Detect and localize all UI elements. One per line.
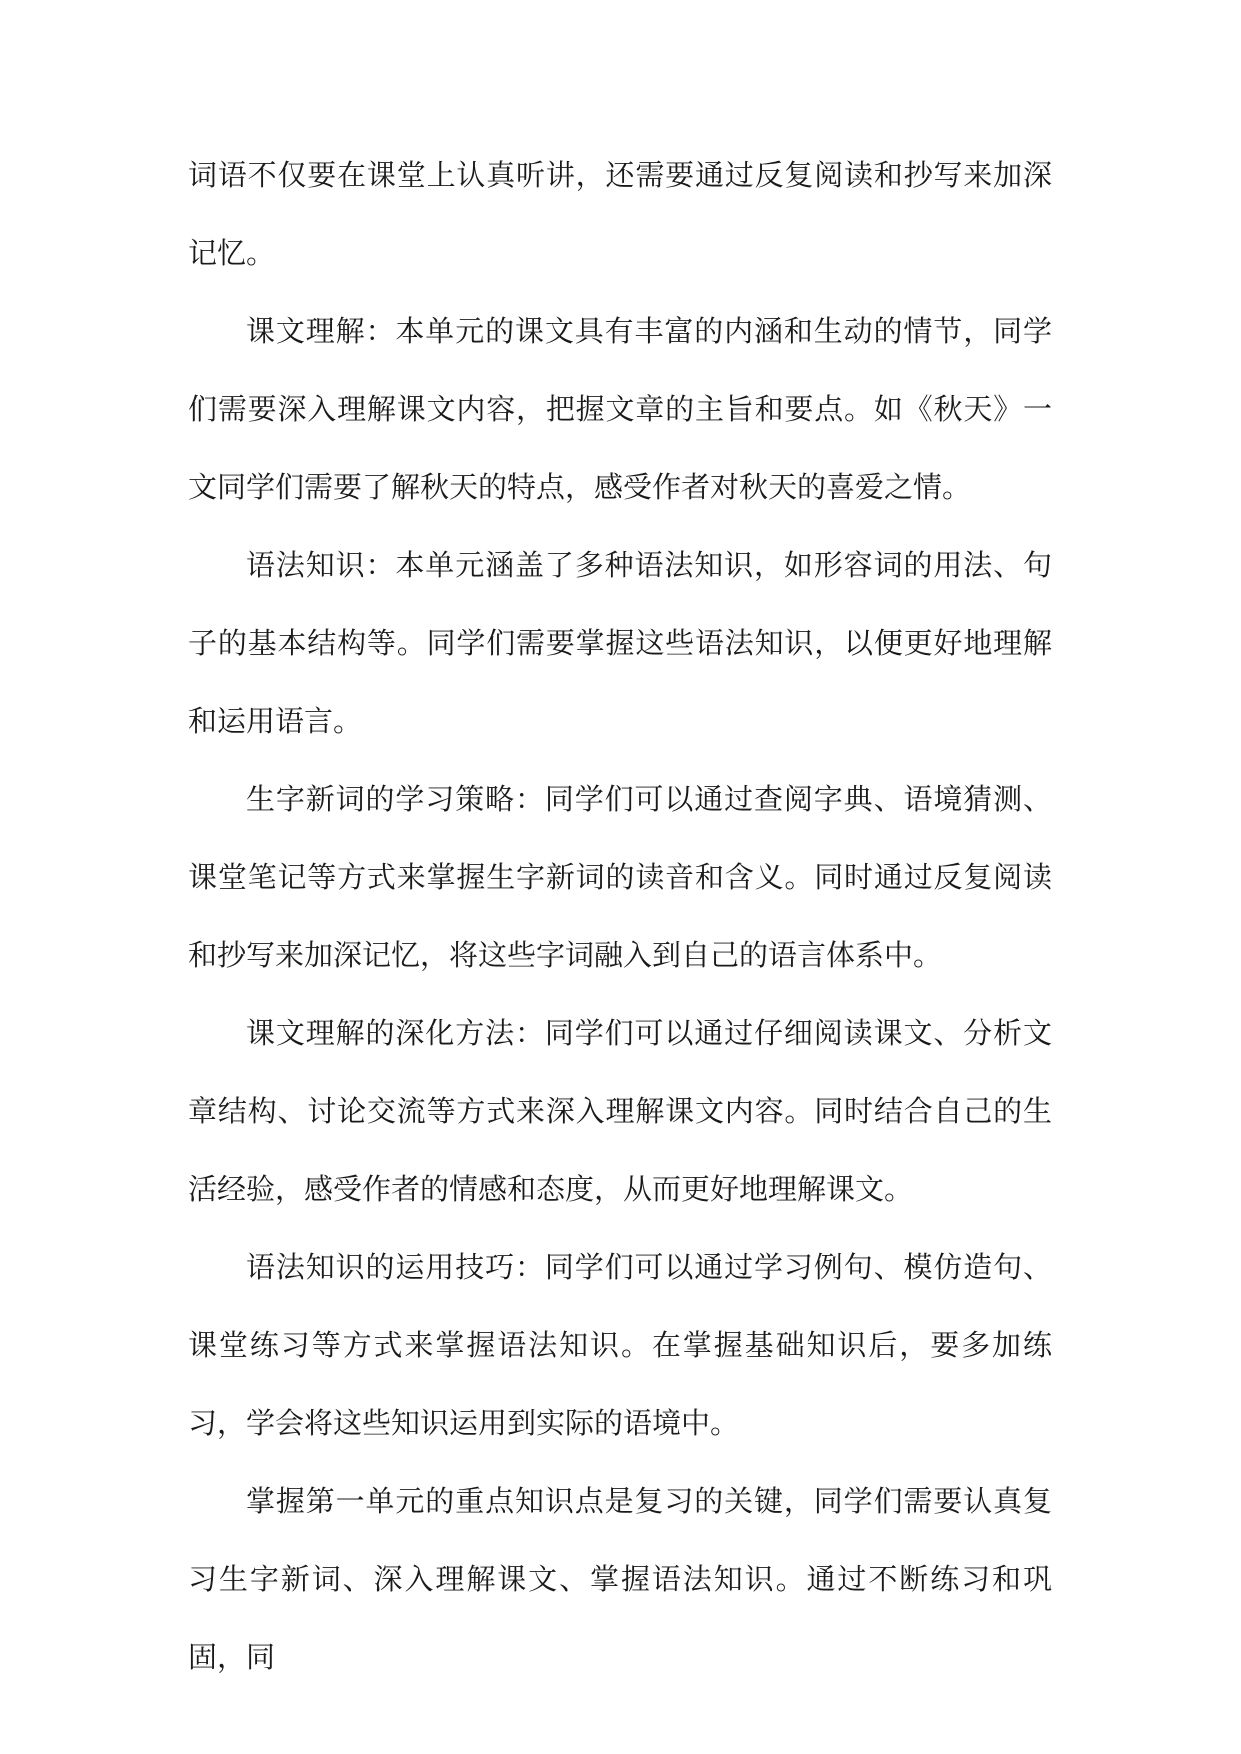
paragraph-grammar-technique: 语法知识的运用技巧：同学们可以通过学习例句、模仿造句、课堂练习等方式来掌握语法知识。在掌握基础知识后，要多加练习，学会将这些知识运用到实际的语境中。 bbox=[188, 1250, 1052, 1440]
paragraph-comprehension-method: 课文理解的深化方法：同学们可以通过仔细阅读课文、分析文章结构、讨论交流等方式来深入理解课文内容。同时结合自己的生活经验，感受作者的情感和态度，从而更好地理解课文。 bbox=[188, 1016, 1052, 1206]
paragraph-grammar-knowledge: 语法知识：本单元涵盖了多种语法知识，如形容词的用法、句子的基本结构等。同学们需要掌握这些语法知识，以便更好地理解和运用语言。 bbox=[188, 548, 1052, 738]
paragraph-summary: 掌握第一单元的重点知识点是复习的关键，同学们需要认真复习生字新词、深入理解课文、掌握语法知识。通过不断练习和巩固，同 bbox=[188, 1484, 1052, 1674]
paragraph-text-comprehension: 课文理解：本单元的课文具有丰富的内涵和生动的情节，同学们需要深入理解课文内容，把握文章的主旨和要点。如《秋天》一文同学们需要了解秋天的特点，感受作者对秋天的喜爱之情。 bbox=[188, 314, 1052, 504]
paragraph-continuation: 词语不仅要在课堂上认真听讲，还需要通过反复阅读和抄写来加深记忆。 bbox=[188, 158, 1052, 270]
document-body bbox=[188, 136, 1052, 1696]
paragraph-vocabulary-strategy: 生字新词的学习策略：同学们可以通过查阅字典、语境猜测、课堂笔记等方式来掌握生字新词的读音和含义。同时通过反复阅读和抄写来加深记忆，将这些字词融入到自己的语言体系中。 bbox=[188, 782, 1052, 972]
